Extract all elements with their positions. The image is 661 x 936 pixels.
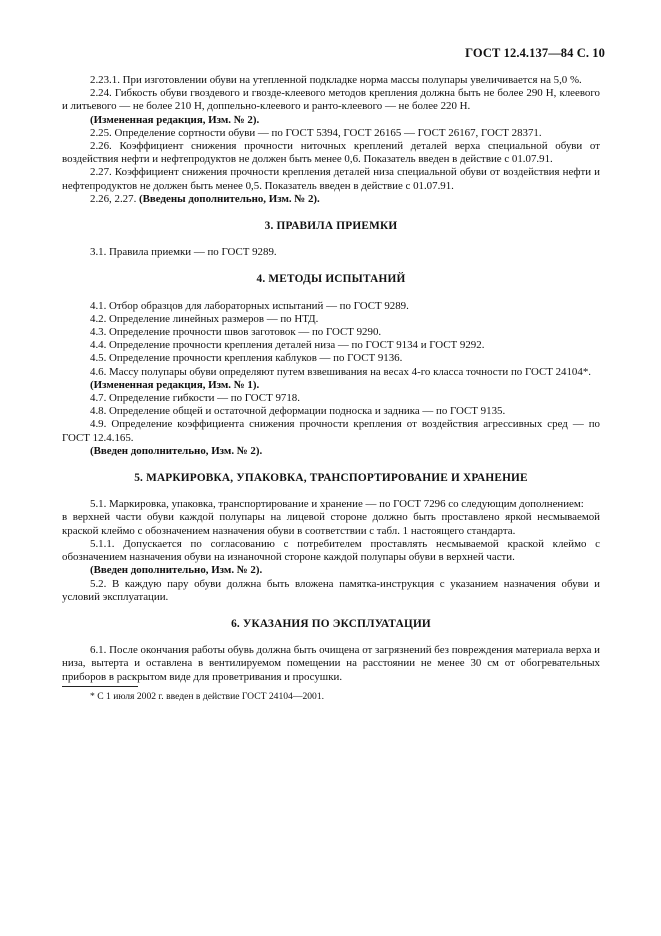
paragraph-5-1: 5.1. Маркировка, упаковка, транспортирование и хранение — по ГОСТ 7296 со следующим дополнением:: [90, 498, 584, 511]
paragraph-5-2: 5.2. В каждую пару обуви должна быть вложена памятка-инструкция с указанием назначения обуви и условий эксплуатации.: [62, 577, 600, 603]
amendment-note: (Введен дополнительно, Изм. № 2).: [90, 564, 263, 577]
paragraph-5-1-continuation: в верхней части обуви каждой полупары на лицевой стороне должно быть проставлено яркой несмываемой краской клеймо с обозначением назначения обуви в соответствии с табл. 1 настоящего стандарта.: [62, 511, 600, 537]
paragraph-4-9: 4.9. Определение коэффициента снижения прочности крепления от воздействия агрессивных сред — по ГОСТ 12.4.165.: [62, 418, 600, 444]
paragraph-2-26: 2.26. Коэффициент снижения прочности ниточных креплений деталей верха специальной обуви от воздействия нефти и нефтепродуктов не должен быть менее 0,6. Показатель введен в действие с 01.07.91.: [62, 140, 600, 166]
paragraph-5-1-1: 5.1.1. Допускается по согласованию с потребителем проставлять несмываемой краской клеймо с обозначением назначения обуви на изнаночной стороне каждой полупары обуви в верхней части.: [62, 537, 600, 564]
paragraph-2-25: 2.25. Определение сортности обуви — по ГОСТ 5394, ГОСТ 26165 — ГОСТ 26167, ГОСТ 28371.: [90, 126, 542, 139]
footnote: * С 1 июля 2002 г. введен в действие ГОСТ 24104—2001.: [90, 690, 325, 702]
document-body: [62, 74, 600, 703]
paragraph-4-6: 4.6. Массу полупары обуви определяют путем взвешивания на весах 4-го класса точности по ГОСТ 24104*.: [90, 365, 591, 378]
amendment-note: (Введен дополнительно, Изм. № 2).: [90, 444, 263, 457]
paragraph-4-5: 4.5. Определение прочности крепления каблуков — по ГОСТ 9136.: [90, 352, 403, 365]
paragraph-4-2: 4.2. Определение линейных размеров — по НТД.: [90, 312, 319, 325]
footnote-divider: [62, 686, 138, 687]
paragraph-prefix: 2.26, 2.27.: [90, 192, 137, 205]
section-title-3: 3. ПРАВИЛА ПРИЕМКИ: [264, 220, 398, 233]
paragraph-3-1: 3.1. Правила приемки — по ГОСТ 9289.: [90, 246, 277, 259]
paragraph-4-8: 4.8. Определение общей и остаточной деформации подноска и задника — по ГОСТ 9135.: [90, 405, 506, 418]
paragraph-4-4: 4.4. Определение прочности крепления деталей низа — по ГОСТ 9134 и ГОСТ 9292.: [90, 339, 485, 352]
page-header: ГОСТ 12.4.137—84 С. 10: [465, 46, 605, 60]
amendment-note: (Введены дополнительно, Изм. № 2).: [139, 192, 320, 205]
paragraph-4-1: 4.1. Отбор образцов для лабораторных испытаний — по ГОСТ 9289.: [90, 299, 409, 312]
paragraph-2-23-1: 2.23.1. При изготовлении обуви на утепленной подкладке норма массы полупары увеличивается на 5,0 %.: [90, 74, 582, 86]
section-title-5: 5. МАРКИРОВКА, УПАКОВКА, ТРАНСПОРТИРОВАНИЕ И ХРАНЕНИЕ: [134, 472, 528, 485]
paragraph-2-27: 2.27. Коэффициент снижения прочности крепления деталей низа специальной обуви от воздействия нефти и нефтепродуктов не должен быть менее 0,5. Показатель введен в действие с 01.07.91.: [62, 166, 600, 192]
amendment-note: (Измененная редакция, Изм. № 1).: [90, 378, 260, 391]
section-title-4: 4. МЕТОДЫ ИСПЫТАНИЙ: [256, 273, 406, 286]
amendment-note: (Измененная редакция, Изм. № 2).: [90, 113, 260, 126]
section-title-6: 6. УКАЗАНИЯ ПО ЭКСПЛУАТАЦИИ: [231, 617, 431, 630]
paragraph-2-24: 2.24. Гибкость обуви гвоздевого и гвоздe-клеевого методов крепления должна быть не более 290 Н, клеевого и литьевого — не более 210 Н, доппельно-клеевого и ранто-клеевого — не более 220 Н.: [62, 87, 600, 113]
paragraph-4-7: 4.7. Определение гибкости — по ГОСТ 9718.: [90, 392, 300, 405]
paragraph-2-26-2-27: [62, 193, 600, 206]
paragraph-4-3: 4.3. Определение прочности швов заготовок — по ГОСТ 9290.: [90, 326, 382, 339]
paragraph-6-1: 6.1. После окончания работы обувь должна быть очищена от загрязнений без повреждения материала верха и низа, вытерта и оставлена в вентилируемом помещении на расстоянии не менее 30 см от обогревательных приборов в раскрытом виде для проветривания и просушки.: [62, 644, 600, 683]
